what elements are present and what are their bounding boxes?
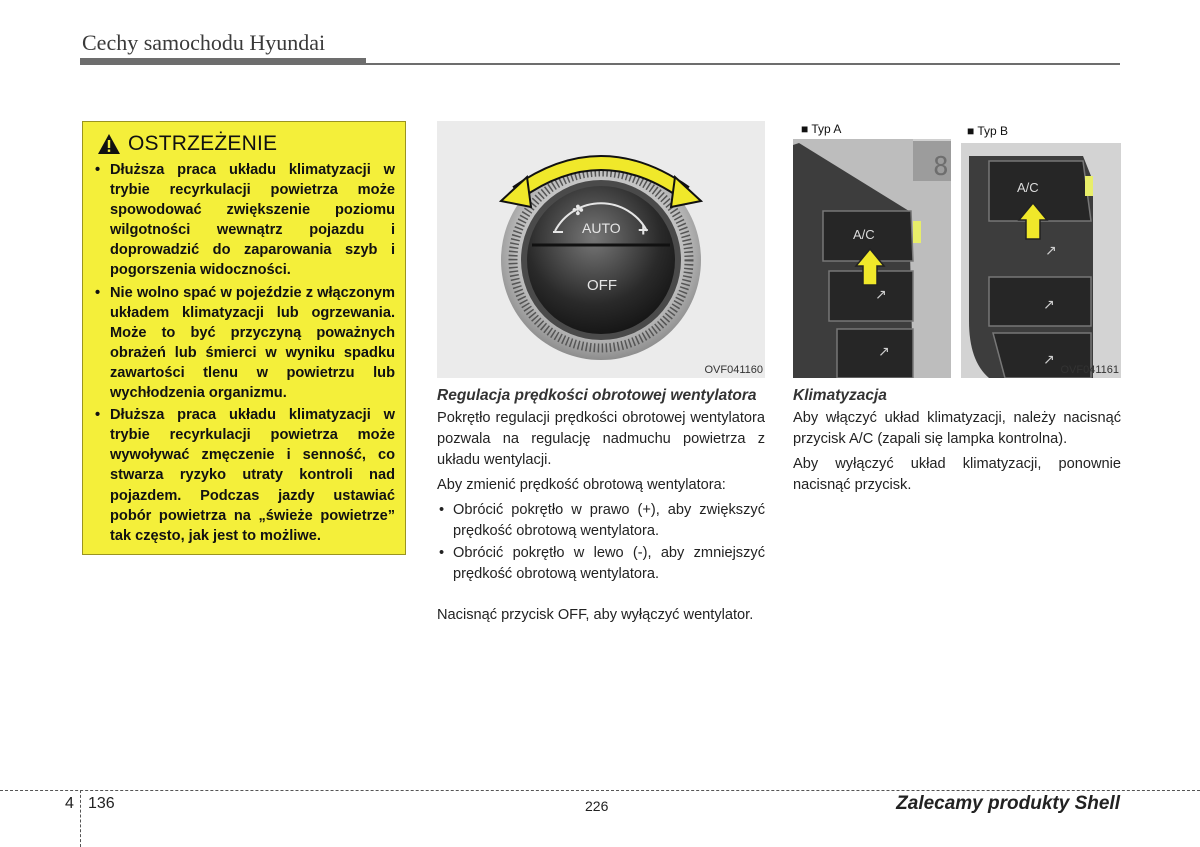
paragraph: Aby zmienić prędkość obrotową wentylatora:: [437, 477, 726, 493]
ac-panel-illustration: [793, 121, 1121, 378]
fan-section: [437, 386, 765, 630]
warning-box: [82, 121, 406, 555]
paragraph: Pokrętło regulacji prędkości obrotowej wentylatora pozwala na regulację nadmuchu powietrza z układu wentylacji.: [437, 410, 765, 468]
warning-list: [93, 160, 395, 546]
footer-brand: Zalecamy produkty Shell: [896, 793, 1120, 814]
section-title: Regulacja prędkości obrotowej wentylatora: [437, 387, 757, 404]
list-item: • Obrócić pokrętło w lewo (-), aby zmniejszyć prędkość obrotową wentylatora.: [437, 543, 765, 585]
warning-item: • Dłuższa praca układu klimatyzacji w trybie recyrkulacji powietrza może spowodować zwiększenie poziomu wilgotności wewnątrz pojazdu i doprowadzić do zaparowania szyb i pogorszenia widoczności.: [93, 160, 395, 281]
paragraph: Aby wyłączyć układ klimatyzacji, ponownie nacisnąć przycisk.: [793, 456, 1121, 493]
warning-item: • Dłuższa praca układu klimatyzacji w trybie recyrkulacji powietrza może wywoływać zmęczenie i senność, co stwarza ryzyko utraty kontroli nad pojazdem. Podczas jazdy ustawiać pobór powietrza na „świeże powietrze” tak często, jak jest to możliwe.: [93, 405, 395, 546]
ac-button-figure: [793, 121, 1121, 378]
fan-icon: ✤: [572, 203, 584, 219]
svg-text:↗: ↗: [1043, 352, 1055, 368]
svg-text:↗: ↗: [875, 287, 887, 303]
ac-button-label: A/C: [853, 227, 875, 242]
svg-text:↗: ↗: [1045, 243, 1057, 259]
svg-text:↗: ↗: [1043, 297, 1055, 313]
svg-text:↗: ↗: [878, 344, 890, 360]
knob-off-label: OFF: [587, 277, 617, 294]
warning-item: • Nie wolno spać w pojeździe z włączonym układem klimatyzacji lub ogrzewania. Może to być przyczyną poważnych obrażeń lub śmierci w wyniku spadku zawartości tlenu w powietrzu lub wychłodzenia organizmu.: [93, 283, 395, 404]
header-rule-thick: [80, 58, 366, 65]
type-a-label: ■ Typ A: [801, 122, 842, 136]
bullet-list: [437, 500, 765, 585]
header-rule-thin: [366, 63, 1120, 65]
ac-section: [793, 386, 1121, 500]
page-header-title: Cechy samochodu Hyundai: [82, 30, 326, 55]
ac-button-label-b: A/C: [1017, 180, 1039, 195]
footer-vertical-divider: [80, 790, 81, 847]
fan-knob-figure: [437, 121, 765, 378]
paragraph: Nacisnąć przycisk OFF, aby wyłączyć wentylator.: [437, 607, 754, 623]
footer-pdf-page: 226: [585, 798, 609, 814]
section-title: Klimatyzacja: [793, 387, 887, 404]
display-digit: 8: [933, 152, 949, 182]
type-b-label: ■ Typ B: [967, 124, 1009, 138]
warning-title: OSTRZEŻENIE: [128, 132, 278, 155]
fan-knob-illustration: [437, 121, 765, 378]
knob-auto-label: AUTO: [582, 220, 621, 236]
footer-page-number: 136: [88, 795, 115, 812]
figure-code: OVF041161: [1060, 364, 1119, 376]
footer-section-number: 4: [65, 795, 74, 812]
warning-heading: [97, 132, 395, 156]
paragraph: Aby włączyć układ klimatyzacji, należy nacisnąć przycisk A/C (zapali się lampka kontrolna).: [793, 410, 1121, 447]
warning-triangle-icon: [97, 133, 121, 155]
footer-divider: [0, 790, 1200, 791]
list-item: • Obrócić pokrętło w prawo (+), aby zwiększyć prędkość obrotową wentylatora.: [437, 500, 765, 542]
knob-plus-label: +: [638, 220, 649, 240]
figure-code: OVF041160: [704, 364, 763, 376]
